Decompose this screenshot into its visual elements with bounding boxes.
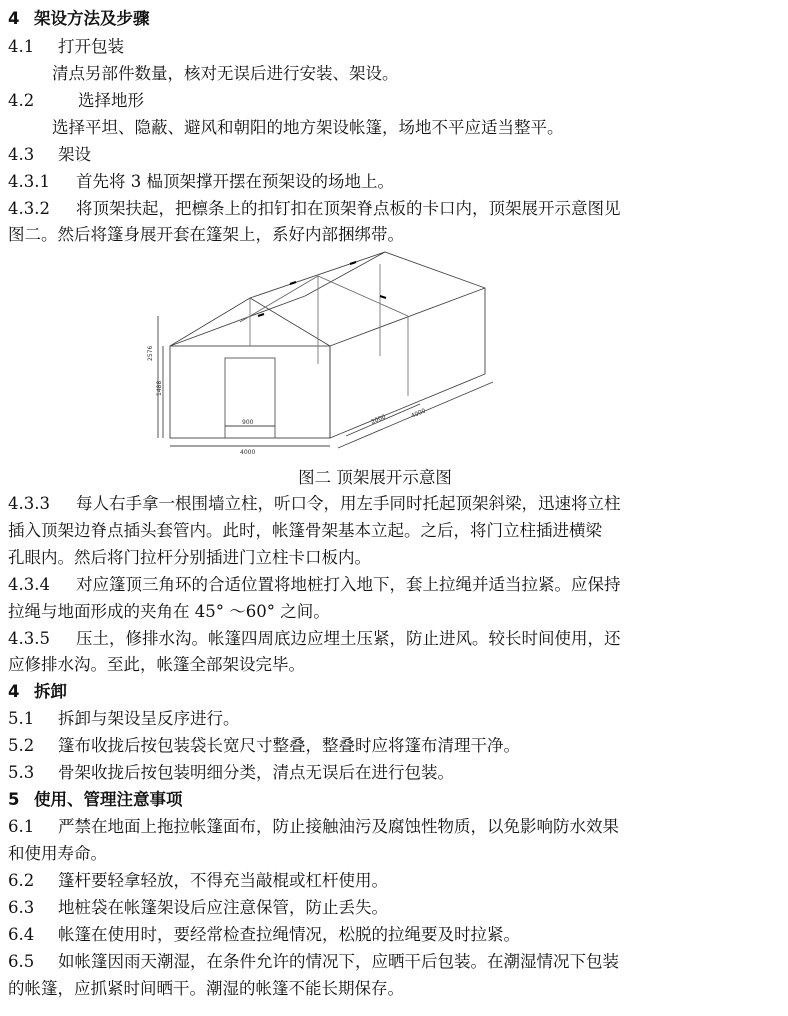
heading-4-2: 4.2 选择地形 (8, 91, 144, 110)
tent-frame-diagram (147, 246, 510, 456)
paragraph-4-3-5-cont: 应修排水沟。至此，帐篷全部架设完毕。 (8, 655, 305, 674)
paragraph-6-3: 6.3 地桩袋在帐篷架设后应注意保管，防止丢失。 (8, 898, 388, 917)
paragraph-6-1-cont: 和使用寿命。 (8, 844, 107, 863)
paragraph-4-1: 清点另部件数量，核对无误后进行安装、架设。 (52, 64, 399, 83)
paragraph-4-3-2: 4.3.2 将顶架扶起，把檩条上的扣钉扣在顶架脊点板的卡口内，顶架展开示意图见 (8, 199, 621, 218)
heading-4-1: 4.1 打开包装 (8, 37, 124, 56)
ridge-beam (250, 252, 385, 298)
paragraph-6-5: 6.5 如帐篷因雨天潮湿，在条件允许的情况下，应晒干后包装。在潮湿情况下包装 (8, 952, 619, 971)
figure-caption: 图二 顶架展开示意图 (298, 468, 452, 487)
paragraph-4-3-4-cont: 拉绳与地面形成的夹角在 45° ～60° 之间。 (8, 602, 330, 621)
paragraph-4-3-5: 4.3.5 压土，修排水沟。帐篷四周底边应埋土压紧，防止进风。较长时间使用，还 (8, 629, 621, 648)
paragraph-6-4: 6.4 帐篷在使用时，要经常检查拉绳情况，松脱的拉绳要及时拉紧。 (8, 925, 520, 944)
paragraph-5-3: 5.3 骨架收拢后按包装明细分类，清点无误后在进行包装。 (8, 763, 454, 782)
side-segment-label: 2000 (370, 413, 387, 426)
height-total-label: 2576 (147, 345, 154, 361)
paragraph-4-3-2-cont: 图二。然后将篷身展开套在篷架上，系好内部捆绑带。 (8, 225, 404, 244)
front-width-label: 4000 (240, 449, 256, 456)
paragraph-4-3-1: 4.3.1 首先将 3 榀顶架撑开摆在预架设的场地上。 (8, 172, 394, 191)
tent-frame-drawing (147, 246, 510, 456)
paragraph-4-2: 选择平坦、隐蔽、避风和朝阳的地方架设帐篷，场地不平应适当整平。 (52, 118, 564, 137)
paragraph-4-3-3: 4.3.3 每人右手拿一根围墙立柱，听口令，用左手同时托起顶架斜梁，迅速将立柱 (8, 494, 621, 513)
door-width-label: 900 (242, 419, 254, 426)
heading-disassembly: 4 拆卸 (8, 682, 67, 701)
paragraph-4-3-4: 4.3.4 对应篷顶三角环的合适位置将地桩打入地下，套上拉绳并适当拉紧。应保持 (8, 575, 621, 594)
paragraph-6-1: 6.1 严禁在地面上拖拉帐篷面布，防止接触油污及腐蚀性物质，以免影响防水效果 (8, 817, 619, 836)
heading-usage-management: 5 使用、管理注意事项 (8, 790, 183, 809)
side-wall (330, 288, 485, 438)
side-total-label: 4000 (410, 407, 427, 420)
paragraph-5-2: 5.2 篷布收拢后按包装袋长宽尺寸整叠，整叠时应将篷布清理干净。 (8, 736, 520, 755)
paragraph-6-5-cont: 的帐篷，应抓紧时间晒干。潮湿的帐篷不能长期保存。 (8, 979, 404, 998)
paragraph-4-3-3-cont2: 孔眼内。然后将门拉杆分别插进门立柱卡口板内。 (8, 548, 371, 567)
paragraph-4-3-3-cont1: 插入顶架边脊点插头套管内。此时，帐篷骨架基本立起。之后，将门立柱插进横梁 (8, 521, 602, 540)
paragraph-5-1: 5.1 拆卸与架设呈反序进行。 (8, 709, 240, 728)
height-wall-label: 1488 (156, 380, 163, 396)
heading-4-3: 4.3 架设 (8, 145, 91, 164)
back-gable (305, 252, 485, 296)
paragraph-6-2: 6.2 篷杆要轻拿轻放，不得充当敲棍或杠杆使用。 (8, 871, 388, 890)
heading-4-setup: 4 架设方法及步骤 (8, 9, 150, 28)
